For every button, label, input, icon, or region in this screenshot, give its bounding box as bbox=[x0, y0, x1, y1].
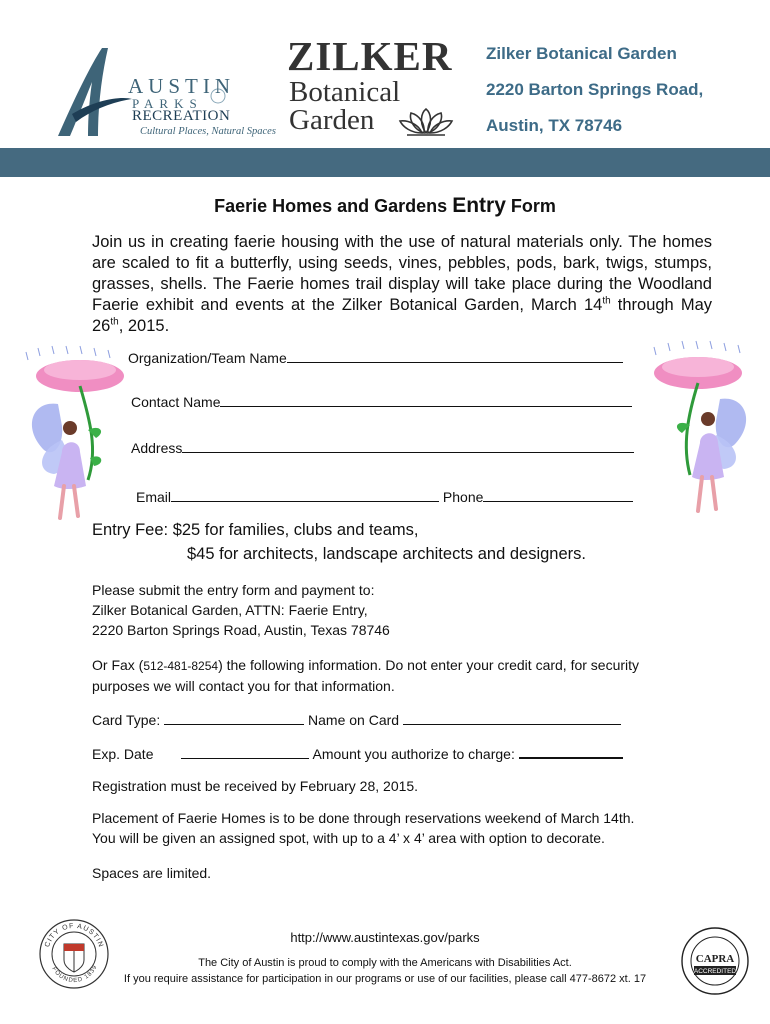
address-field bbox=[131, 438, 634, 456]
email-phone-field bbox=[136, 487, 633, 505]
exp-date-label: Exp. Date bbox=[92, 746, 154, 762]
apr-parks-text: PARKS bbox=[132, 96, 203, 111]
submit-instructions: Please submit the entry form and payment to: Zilker Botanical Garden, ATTN: Faerie Entry, 2220 Barton Springs Road, Austin, Texas 78746 bbox=[92, 582, 390, 638]
email-blank[interactable] bbox=[171, 487, 439, 502]
amount-label: Amount you authorize to charge: bbox=[312, 746, 515, 762]
header-band bbox=[0, 148, 770, 177]
apr-tagline: Cultural Places, Natural Spaces bbox=[140, 126, 276, 137]
apr-recreation-text: RECREATION bbox=[132, 108, 231, 124]
garden-name: Zilker Botanical Garden bbox=[486, 44, 677, 63]
apr-austin-text: AUSTIN bbox=[128, 74, 235, 98]
zbg-logo-botanical: Botanical bbox=[289, 76, 401, 108]
svg-text:CAPRA: CAPRA bbox=[695, 953, 735, 965]
intro-paragraph: Join us in creating faerie housing with the use of natural materials only. The homes are scaled to fit a butterfly, using seeds, vines, pebbles, pods, bark, twigs, stumps, grasses, shells. The Faerie homes trail display will take place during the Woodland Faerie exhibit and events at the Zilker Botanical Garden, March 14th through May 26th, 2015. bbox=[92, 233, 713, 335]
organization-label: Organization/Team Name bbox=[128, 350, 287, 366]
entry-fee-line1: Entry Fee: $25 for families, clubs and teams, bbox=[92, 521, 419, 539]
capra-accreditation-seal bbox=[680, 926, 750, 996]
address-blank[interactable] bbox=[182, 438, 634, 453]
form-title: Faerie Homes and Gardens Entry Form bbox=[214, 194, 556, 217]
svg-text:ACCREDITED: ACCREDITED bbox=[693, 968, 737, 975]
lotus-icon bbox=[397, 107, 455, 137]
amount-blank[interactable] bbox=[519, 743, 623, 759]
fax-number: 512-481-8254 bbox=[143, 659, 219, 673]
placement-info: Placement of Faerie Homes is to be done through reservations weekend of March 14th. You will be given an assigned spot, with up to a 4’ x 4’ area with option to decorate. bbox=[92, 810, 635, 846]
title-entry-word: Entry bbox=[452, 194, 506, 217]
card-type-blank[interactable] bbox=[164, 710, 304, 725]
fax-instructions: Or Fax (512-481-8254) the following information. Do not enter your credit card, for security purposes we will contact you for that information. bbox=[92, 657, 640, 694]
zbg-logo-zilker: ZILKER bbox=[287, 33, 453, 79]
address-label: Address bbox=[131, 440, 183, 456]
svg-text:CITY OF AUSTIN: CITY OF AUSTIN bbox=[43, 922, 105, 949]
garden-city: Austin, TX 78746 bbox=[486, 116, 623, 135]
phone-label: Phone bbox=[442, 489, 484, 505]
fairy-illustration-right bbox=[640, 335, 765, 525]
registration-deadline: Registration must be received by February 28, 2015. bbox=[92, 778, 419, 794]
card-type-row bbox=[92, 710, 621, 728]
contact-blank[interactable] bbox=[220, 392, 632, 407]
organization-blank[interactable] bbox=[287, 348, 623, 363]
entry-fee-line2: $45 for architects, landscape architects and designers. bbox=[187, 545, 586, 563]
organization-field bbox=[128, 348, 623, 366]
ada-notice: The City of Austin is proud to comply with the Americans with Disabilities Act. If you require assistance for participation in our programs or use of our facilities, please call 477-8672 xt. 17 bbox=[123, 957, 647, 985]
zbg-logo-garden: Garden bbox=[289, 104, 375, 136]
exp-date-blank[interactable] bbox=[181, 744, 309, 759]
name-on-card-blank[interactable] bbox=[403, 710, 621, 725]
name-on-card-label: Name on Card bbox=[308, 712, 400, 728]
exp-date-row bbox=[92, 743, 623, 762]
svg-text:FOUNDED 1839: FOUNDED 1839 bbox=[50, 963, 99, 985]
contact-field bbox=[131, 392, 632, 410]
phone-blank[interactable] bbox=[483, 487, 633, 502]
fairy-illustration-left bbox=[18, 340, 143, 530]
spaces-limited: Spaces are limited. bbox=[92, 865, 212, 881]
email-label: Email bbox=[136, 489, 172, 505]
parks-url-link[interactable]: http://www.austintexas.gov/parks bbox=[290, 930, 480, 945]
contact-label: Contact Name bbox=[131, 394, 221, 410]
garden-street: 2220 Barton Springs Road, bbox=[486, 80, 704, 99]
card-type-label: Card Type: bbox=[92, 712, 161, 728]
